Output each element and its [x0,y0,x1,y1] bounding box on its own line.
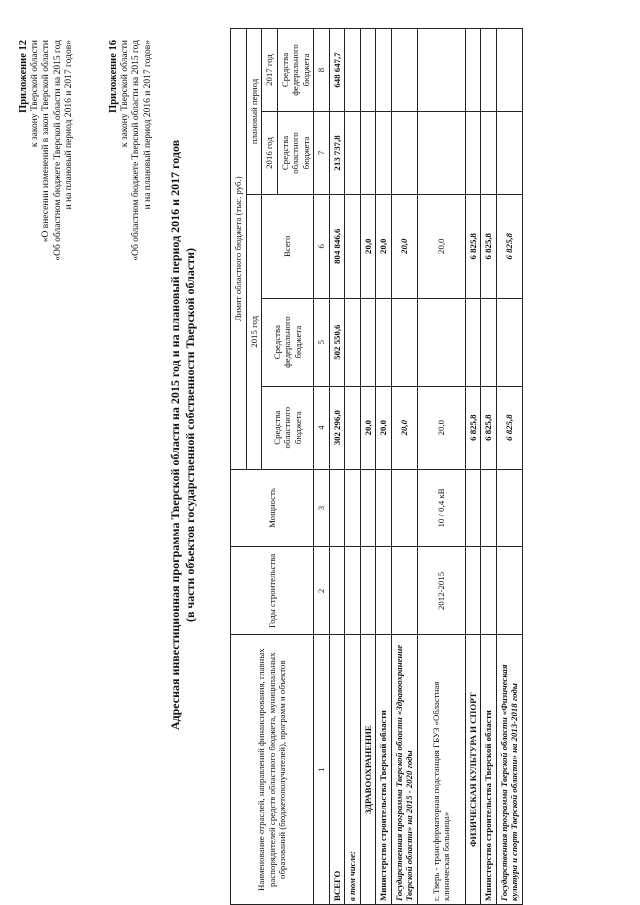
col-num: 7 [314,112,330,195]
row-years [345,547,361,635]
appendix-16-line: к закону Тверской области [119,40,130,148]
row-federal [417,298,465,386]
header-federal-2017: Средства федерального бюджета [277,29,314,112]
row-2016 [417,112,465,195]
row-name: в том числе: [345,635,361,905]
table-row [391,29,417,905]
appendix-16-line: и на плановый период 2016 и 2017 годов» [142,40,153,210]
header-2017: 2017 год [262,29,278,112]
row-regional: 20,0 [360,386,376,469]
row-total: 20,0 [391,194,417,298]
row-power [465,469,481,547]
row-name: г. Тверь - трансформаторная подстанция ГБУЗ «Областная клиническая больница» [417,635,465,905]
row-power [481,469,497,547]
row-regional [345,386,361,469]
row-2016 [376,112,392,195]
row-regional: 302 296,0 [329,386,345,469]
table-row [345,29,361,905]
row-2017 [376,29,392,112]
row-years: 2012-2015 [417,547,465,635]
header-row [231,29,247,905]
table-row [465,29,481,905]
appendix-12-header [18,40,76,261]
row-years [329,547,345,635]
appendix-16-title: Приложение 16 [108,40,119,113]
header-regional-2016: Средства областного бюджета [277,112,314,195]
row-name: Государственная программа Тверской области «Здравоохранение Тверской области» на 2015 - 2020 годы [391,635,417,905]
row-2016 [391,112,417,195]
row-name: ФИЗИЧЕСКАЯ КУЛЬТУРА И СПОРТ [465,635,481,905]
row-federal [465,298,481,386]
document-title-line2: (в части объектов государственной собственности Тверской области) [183,247,197,623]
row-2016 [496,112,522,195]
header-plan-period: плановый период [246,29,262,195]
row-total [345,194,361,298]
row-power [329,469,345,547]
row-years [376,547,392,635]
table-row [376,29,392,905]
row-power [496,469,522,547]
appendix-16-header [108,40,154,261]
row-federal: 502 550,6 [329,298,345,386]
row-federal [345,298,361,386]
col-num: 4 [314,386,330,469]
row-federal [391,298,417,386]
appendix-12-line: и на плановый период 2016 и 2017 годов» [64,40,74,210]
row-power [391,469,417,547]
row-power: 10 / 0,4 кВ [417,469,465,547]
row-power [345,469,361,547]
row-2017 [417,29,465,112]
row-federal [481,298,497,386]
row-total: 6 825,8 [465,194,481,298]
header-federal: Средства федерального бюджета [262,298,314,386]
row-federal [496,298,522,386]
appendix-12-title: Приложение 12 [18,40,29,113]
row-2017 [345,29,361,112]
document-title-line1: Адресная инвестиционная программа Тверской области на 2015 год и на плановый период 2016 и 2017 годов [168,139,182,731]
header-2016: 2016 год [262,112,278,195]
col-num: 1 [314,635,330,905]
col-num: 3 [314,469,330,547]
investment-program-table [230,28,523,905]
appendix-16-line: «Об областном бюджете Тверской области на 2015 год [131,40,141,261]
row-total: 6 825,8 [496,194,522,298]
row-federal [376,298,392,386]
appendix-12-line: «О внесении изменений в закон Тверской области [41,40,51,243]
row-total: 6 825,8 [481,194,497,298]
row-total: 804 846,6 [329,194,345,298]
row-years [465,547,481,635]
row-2017 [481,29,497,112]
header-power: Мощность [231,469,314,547]
row-2017 [465,29,481,112]
row-total: 20,0 [360,194,376,298]
row-power [360,469,376,547]
row-power [376,469,392,547]
row-regional: 20,0 [391,386,417,469]
row-2016 [360,112,376,195]
row-2016 [465,112,481,195]
header-regional: Средства областного бюджета [262,386,314,469]
row-name: ВСЕГО [329,635,345,905]
header-2015: 2015 год [246,194,262,469]
row-regional: 6 825,8 [496,386,522,469]
row-years [481,547,497,635]
table-row [329,29,345,905]
col-num: 2 [314,547,330,635]
header-name: Наименование отраслей, направлений финансирования, главных распорядителей средств областного бюджета, муниципальных образований (бюджетополучателей), программ и объектов [231,635,314,905]
header-limit: Лимит областного бюджета (тыс. руб.) [231,29,247,470]
row-2017: 648 647,7 [329,29,345,112]
table-row [417,29,465,905]
row-years [360,547,376,635]
col-num: 6 [314,194,330,298]
row-years [391,547,417,635]
appendix-12-line: «Об областном бюджете Тверской области на 2015 год [52,40,63,261]
row-total: 20,0 [376,194,392,298]
row-federal [360,298,376,386]
row-years [496,547,522,635]
row-regional: 6 825,8 [481,386,497,469]
row-regional: 20,0 [417,386,465,469]
header-years: Годы строительства [231,547,314,635]
row-2017 [360,29,376,112]
col-num: 8 [314,29,330,112]
row-2017 [391,29,417,112]
col-num: 5 [314,298,330,386]
document-title [168,25,198,845]
row-2016 [481,112,497,195]
row-regional: 6 825,8 [465,386,481,469]
row-total: 20,0 [417,194,465,298]
row-2016: 213 737,8 [329,112,345,195]
row-name: Министерство строительства Тверской области [376,635,392,905]
row-name: ЗДРАВООХРАНЕНИЕ [360,635,376,905]
row-2016 [345,112,361,195]
appendix-12-line: к закону Тверской области [29,40,40,148]
table-row [360,29,376,905]
row-2017 [496,29,522,112]
table-row [496,29,522,905]
column-number-row [314,29,330,905]
table-row [481,29,497,905]
row-name: Министерство строительства Тверской области [481,635,497,905]
row-name: Государственная программа Тверской области «Физическая культура и спорт Тверской области» на 2013-2018 годы [496,635,522,905]
header-total: Всего [262,194,314,298]
row-regional: 20,0 [376,386,392,469]
